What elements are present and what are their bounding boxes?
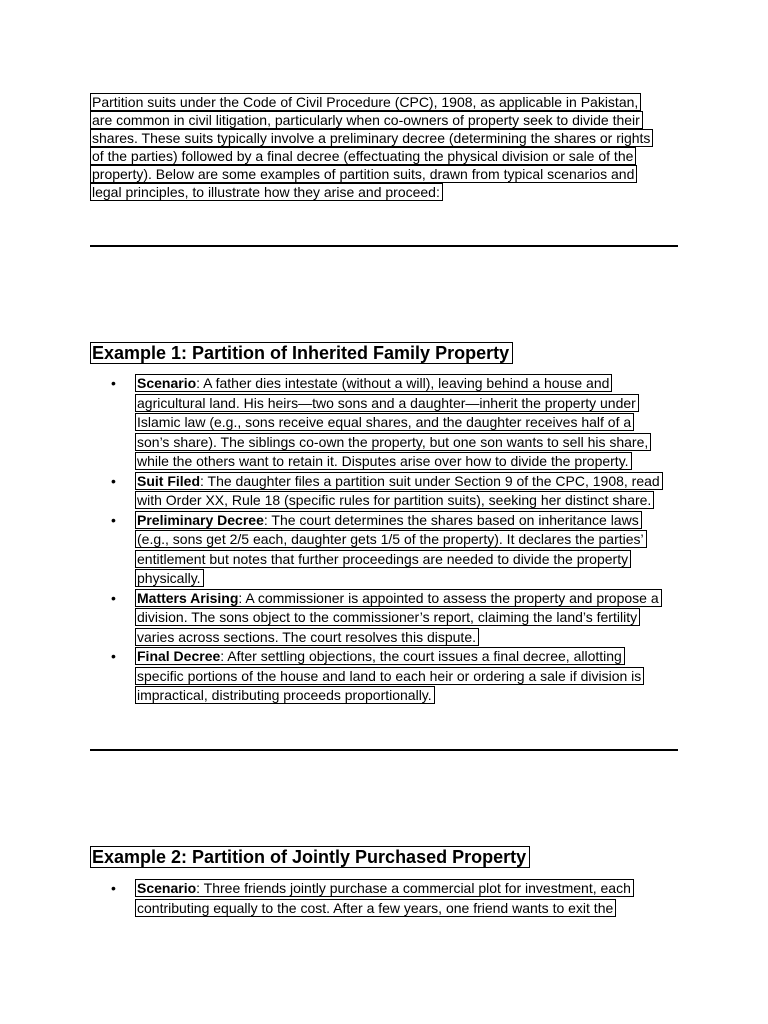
item-text: (e.g., sons get 2/5 each, daughter gets 1/5 of the property). It declares the parties’ bbox=[135, 530, 647, 548]
example-1-list bbox=[108, 374, 688, 706]
intro-paragraph bbox=[90, 93, 680, 201]
item-text: Islamic law (e.g., sons receive equal shares, and the daughter receives half of a bbox=[135, 413, 634, 431]
bullet-icon: • bbox=[111, 589, 116, 606]
item-text: entitlement but notes that further proceedings are needed to divide the property bbox=[135, 550, 631, 568]
item-text: agricultural land. His heirs—two sons and a daughter—inherit the property under bbox=[135, 394, 639, 412]
list-item-scenario bbox=[108, 374, 688, 472]
intro-line: are common in civil litigation, particularly when co-owners of property seek to divide their bbox=[90, 111, 643, 129]
intro-line: Partition suits under the Code of Civil Procedure (CPC), 1908, as applicable in Pakistan, bbox=[90, 93, 641, 111]
item-text: contributing equally to the cost. After a few years, one friend wants to exit the bbox=[135, 899, 616, 917]
item-label: Final Decree bbox=[137, 648, 221, 664]
list-item-scenario bbox=[108, 879, 688, 918]
item-text: while the others want to retain it. Disputes arise over how to divide the property. bbox=[135, 452, 632, 470]
bullet-icon: • bbox=[111, 648, 116, 664]
intro-line: of the parties) followed by a final decree (effectuating the physical division or sale of the bbox=[90, 147, 636, 165]
bullet-icon: • bbox=[111, 511, 116, 528]
item-text: division. The sons object to the commissioner’s report, claiming the land’s fertility bbox=[135, 608, 640, 626]
horizontal-rule bbox=[90, 245, 678, 247]
item-text: : Three friends jointly purchase a commercial plot for investment, each bbox=[196, 880, 631, 896]
list-item-matters-arising bbox=[108, 589, 688, 648]
example-1-heading: Example 1: Partition of Inherited Family Property bbox=[90, 342, 513, 364]
item-label: Preliminary Decree bbox=[137, 511, 264, 528]
item-label: Scenario bbox=[137, 375, 197, 391]
item-label: Scenario bbox=[137, 880, 197, 896]
example-2-list bbox=[108, 879, 688, 918]
item-text: : A commissioner is appointed to assess the property and propose a bbox=[238, 589, 659, 606]
intro-line: property). Below are some examples of partition suits, drawn from typical scenarios and bbox=[90, 165, 637, 183]
item-text: specific portions of the house and land to each heir or ordering a sale if division is bbox=[135, 667, 644, 685]
item-label: Matters Arising bbox=[137, 589, 239, 606]
item-text: son’s share). The siblings co-own the property, but one son wants to sell his share, bbox=[135, 433, 651, 451]
horizontal-rule bbox=[90, 749, 678, 751]
item-text: physically. bbox=[135, 569, 204, 587]
bullet-icon: • bbox=[111, 472, 116, 489]
intro-line: shares. These suits typically involve a preliminary decree (determining the shares or rights bbox=[90, 129, 653, 147]
list-item-final-decree bbox=[108, 647, 688, 706]
item-text: impractical, distributing proceeds proportionally. bbox=[135, 686, 435, 704]
item-text: : A father dies intestate (without a will), leaving behind a house and bbox=[196, 375, 610, 391]
list-item-preliminary-decree bbox=[108, 511, 688, 589]
item-label: Suit Filed bbox=[137, 472, 200, 489]
item-text: : The court determines the shares based on inheritance laws bbox=[263, 511, 639, 528]
item-text: : After settling objections, the court issues a final decree, allotting bbox=[220, 648, 622, 664]
item-text: with Order XX, Rule 18 (specific rules for partition suits), seeking her distinct share. bbox=[135, 491, 654, 509]
item-text: varies across sections. The court resolves this dispute. bbox=[135, 628, 479, 646]
example-2-heading: Example 2: Partition of Jointly Purchased Property bbox=[90, 846, 530, 868]
item-text: : The daughter files a partition suit under Section 9 of the CPC, 1908, read bbox=[200, 472, 660, 489]
bullet-icon: • bbox=[111, 375, 116, 391]
intro-line: legal principles, to illustrate how they arise and proceed: bbox=[90, 183, 443, 201]
bullet-icon: • bbox=[111, 880, 116, 896]
list-item-suit-filed bbox=[108, 472, 688, 511]
